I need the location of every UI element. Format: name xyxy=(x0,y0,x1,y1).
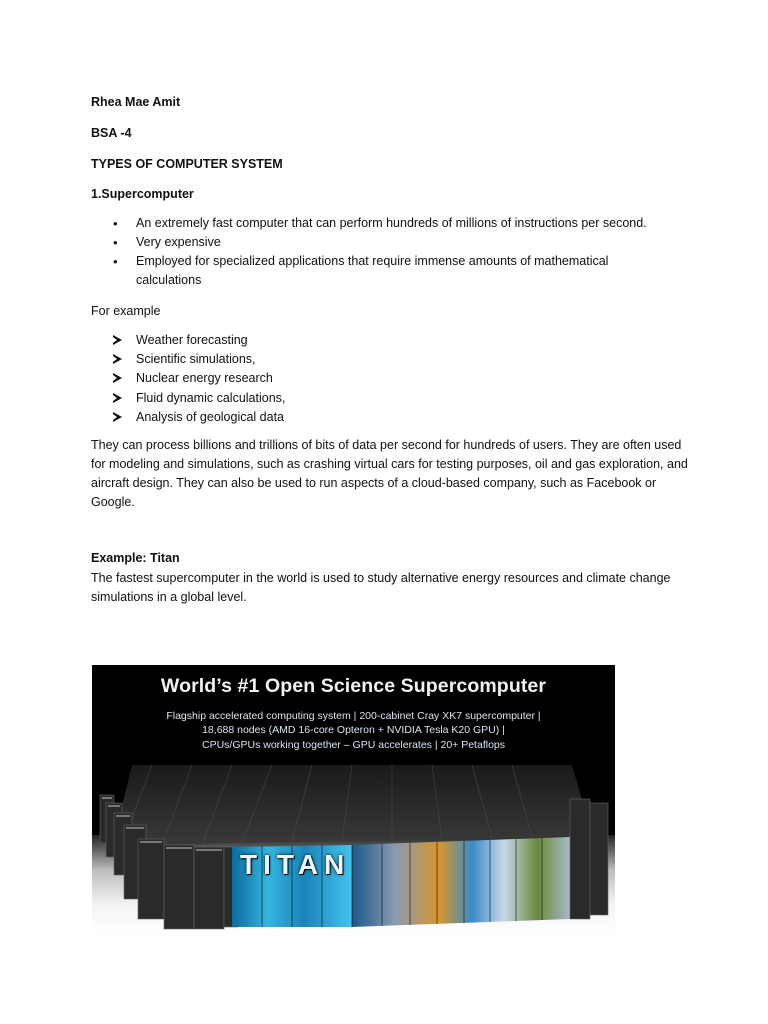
list-item-text: Weather forecasting xyxy=(136,333,248,347)
list-item-text: Analysis of geological data xyxy=(136,409,285,424)
arrow-bullet-icon xyxy=(113,393,122,403)
example-list xyxy=(91,331,691,427)
list-item: • An extremely fast computer that can perform hundreds of millions of instructions per second. xyxy=(91,214,691,233)
section-title: 1.Supercomputer xyxy=(91,187,194,201)
list-item-text: Fluid dynamic calculations, xyxy=(136,390,286,405)
arrow-bullet-icon xyxy=(113,412,122,422)
poster-subtitle-line: CPUs/GPUs working together – GPU accelerates | 20+ Petaflops xyxy=(202,739,505,751)
list-item-text: Nuclear energy research xyxy=(136,371,273,386)
poster-title: World’s #1 Open Science Supercomputer xyxy=(160,675,547,697)
document-heading: TYPES OF COMPUTER SYSTEM xyxy=(91,157,283,171)
cabinet-array-graphic xyxy=(92,755,615,935)
list-item xyxy=(91,408,691,427)
titan-lettering: TITAN xyxy=(240,849,351,880)
course-label: BSA -4 xyxy=(91,126,132,140)
list-item xyxy=(91,350,691,369)
titan-label: Example: Titan xyxy=(91,551,180,565)
list-item-text: Scientific simulations, xyxy=(136,352,256,367)
feature-list xyxy=(91,214,691,290)
arrow-bullet-icon xyxy=(113,354,122,364)
poster-subtitle-line: 18,688 nodes (AMD 16-core Opteron + NVIDIA Tesla K20 GPU) | xyxy=(202,724,505,736)
titan-supercomputer-image xyxy=(92,665,615,935)
list-item: • Very expensive xyxy=(91,233,691,252)
titan-paragraph: The fastest supercomputer in the world is used to study alternative energy resources and climate change simulations in a global level. xyxy=(91,571,671,604)
arrow-bullet-icon xyxy=(113,335,122,345)
list-item: • Employed for specialized applications that require immense amounts of mathematical calculations xyxy=(91,252,616,290)
example-label: For example xyxy=(91,304,161,318)
poster-subtitle-line: Flagship accelerated computing system | 200-cabinet Cray XK7 supercomputer | xyxy=(166,710,541,722)
author-name: Rhea Mae Amit xyxy=(91,95,181,109)
list-item xyxy=(91,389,691,408)
list-item xyxy=(91,369,691,388)
list-item xyxy=(91,331,691,350)
arrow-bullet-icon xyxy=(113,373,122,383)
body-paragraph: They can process billions and trillions of bits of data per second for hundreds of users. They are often used for modeling and simulations, such as crashing virtual cars for testing purposes, oil and gas exploration, and aircraft design. They can also be used to run aspects of a cloud-based company, such as Facebook or Google. xyxy=(91,438,688,509)
